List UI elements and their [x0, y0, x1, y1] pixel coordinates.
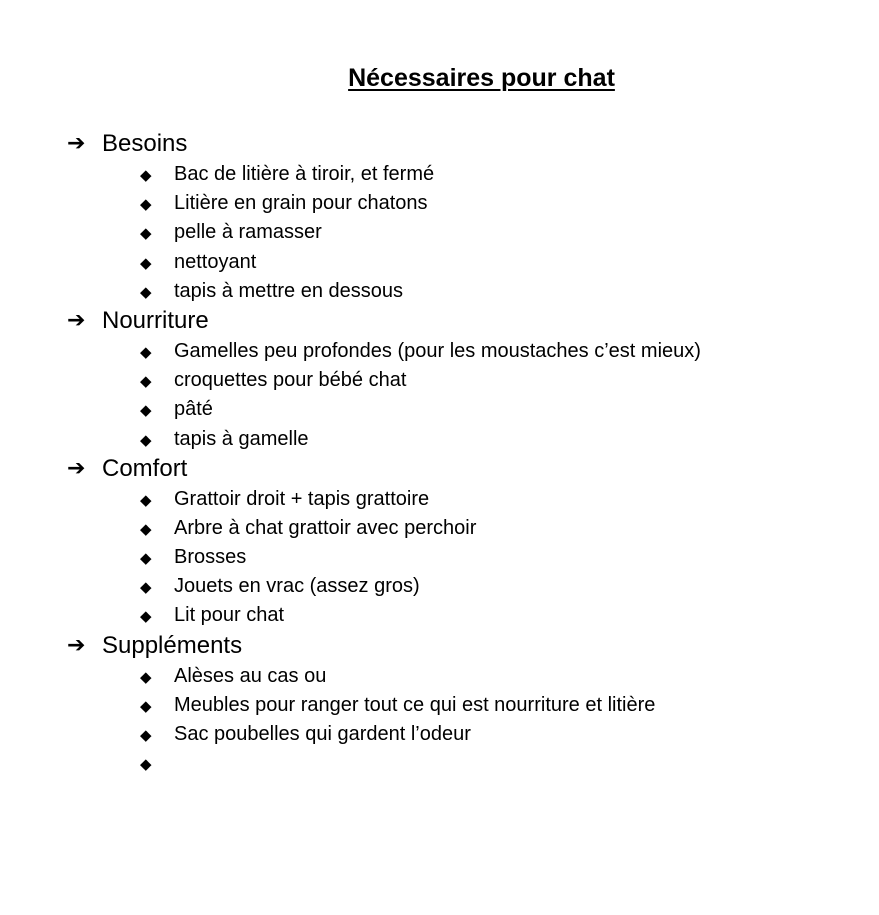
- arrow-icon: ➔: [67, 131, 86, 156]
- diamond-bullet-icon: ◆: [140, 519, 152, 538]
- diamond-bullet-icon: ◆: [140, 195, 152, 214]
- list-item: [0, 600, 879, 629]
- section-items: [0, 159, 879, 305]
- list-item: [0, 188, 879, 217]
- section-heading-row: [0, 630, 879, 661]
- list-item: [0, 336, 879, 365]
- outline-list: [0, 128, 879, 777]
- list-item-text: Grattoir droit + tapis grattoire: [174, 487, 430, 510]
- diamond-bullet-icon: ◆: [140, 667, 152, 686]
- arrow-icon: ➔: [67, 632, 86, 658]
- diamond-bullet-icon: ◆: [140, 282, 152, 301]
- diamond-bullet-icon: ◆: [140, 372, 152, 391]
- diamond-bullet-icon: ◆: [140, 166, 152, 184]
- list-item: [0, 394, 879, 423]
- list-item: [0, 719, 879, 748]
- diamond-bullet-icon: ◆: [140, 607, 152, 626]
- diamond-bullet-icon: ◆: [140, 755, 152, 774]
- list-item: [0, 217, 879, 246]
- list-item: [0, 542, 879, 571]
- section-heading-row: [0, 305, 879, 336]
- list-item-text: tapis à gamelle: [174, 427, 309, 450]
- list-item: [0, 690, 879, 719]
- diamond-bullet-icon: ◆: [140, 726, 152, 744]
- list-item-text: tapis à mettre en dessous: [174, 279, 404, 302]
- diamond-bullet-icon: ◆: [140, 224, 152, 243]
- list-item-text: Gamelles peu profondes (pour les moustaches c’est mieux): [174, 339, 701, 362]
- diamond-bullet-icon: ◆: [140, 696, 152, 715]
- arrow-icon: ➔: [67, 455, 86, 481]
- diamond-bullet-icon: ◆: [140, 401, 152, 420]
- section-heading-row: [0, 128, 879, 159]
- list-item-text: Alèses au cas ou: [174, 664, 327, 687]
- list-item-text: Lit pour chat: [174, 604, 285, 627]
- section-heading: Comfort: [102, 454, 188, 482]
- diamond-bullet-icon: ◆: [140, 490, 152, 509]
- diamond-bullet-icon: ◆: [140, 430, 152, 449]
- section-supplements: [0, 630, 879, 778]
- section-heading-row: [0, 453, 879, 484]
- list-item: [0, 159, 879, 188]
- list-item: [0, 484, 879, 513]
- list-item-text: Arbre à chat grattoir avec perchoir: [174, 516, 477, 539]
- document-title: Nécessaires pour chat: [348, 64, 615, 92]
- list-item-text: Brosses: [174, 546, 247, 569]
- list-item-text: nettoyant: [174, 250, 257, 273]
- section-comfort: [0, 453, 879, 630]
- list-item-text: Litière en grain pour chatons: [174, 192, 428, 215]
- list-item-text: Meubles pour ranger tout ce qui est nourriture et litière: [174, 693, 656, 716]
- section-nourriture: [0, 305, 879, 453]
- section-heading: Suppléments: [102, 631, 243, 659]
- arrow-icon: ➔: [67, 307, 86, 333]
- list-item: [0, 661, 879, 690]
- list-item: [0, 276, 879, 305]
- list-item-text: pelle à ramasser: [174, 221, 322, 244]
- list-item-text: Sac poubelles qui gardent l’odeur: [174, 723, 471, 745]
- section-besoins: [0, 128, 879, 305]
- list-item: [0, 365, 879, 394]
- list-item: [0, 571, 879, 600]
- section-heading: Besoins: [102, 130, 188, 157]
- section-items: [0, 484, 879, 630]
- diamond-bullet-icon: ◆: [140, 578, 152, 597]
- diamond-bullet-icon: ◆: [140, 342, 152, 361]
- list-item: [0, 513, 879, 542]
- section-heading: Nourriture: [102, 306, 209, 334]
- list-item-text: Bac de litière à tiroir, et fermé: [174, 163, 435, 185]
- diamond-bullet-icon: ◆: [140, 549, 152, 568]
- diamond-bullet-icon: ◆: [140, 253, 152, 272]
- list-item: [0, 424, 879, 453]
- section-items: [0, 336, 879, 453]
- list-item-text: Jouets en vrac (assez gros): [174, 575, 420, 598]
- list-item-empty: [0, 748, 879, 777]
- list-item-text: pâté: [174, 398, 213, 421]
- section-items: [0, 661, 879, 778]
- list-item: [0, 247, 879, 276]
- list-item-text: croquettes pour bébé chat: [174, 369, 407, 392]
